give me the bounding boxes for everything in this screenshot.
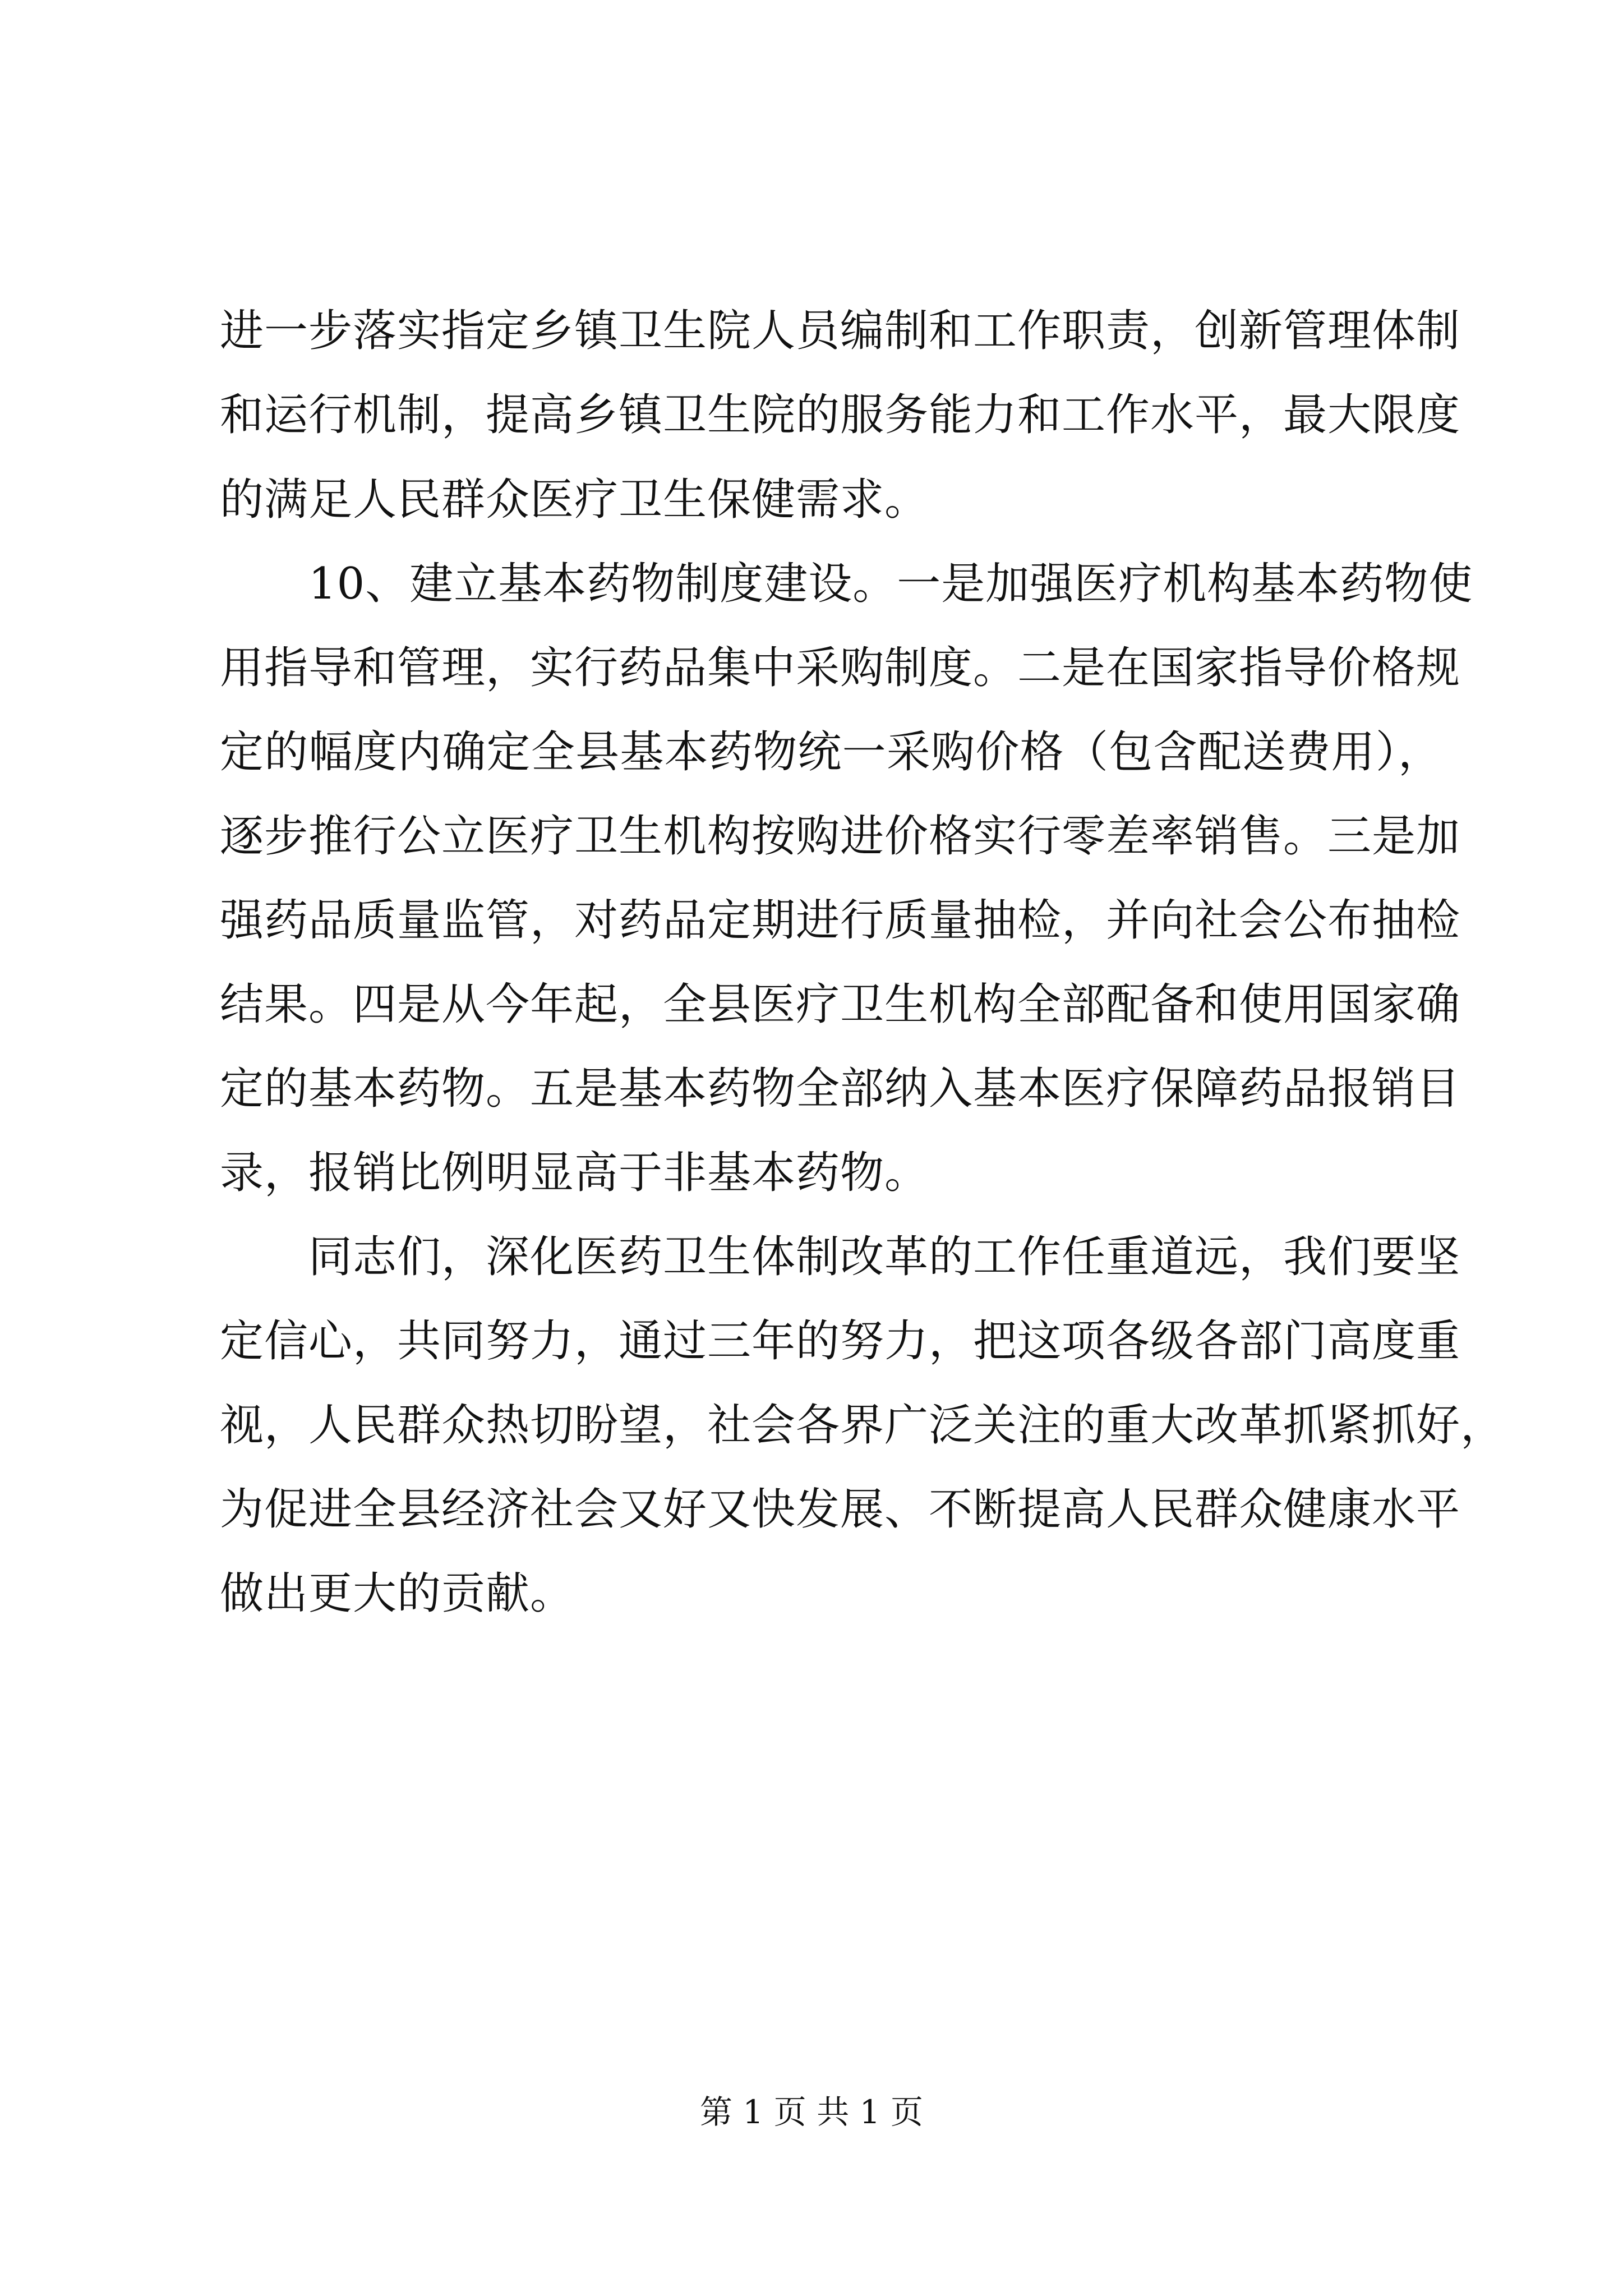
text-line-10: 定的基本药物。五是基本药物全部纳入基本医疗保障药品报销目 <box>220 1064 1461 1114</box>
text-line-11: 录，报销比例明显高于非基本药物。 <box>220 1148 929 1198</box>
text-line-6: 定的幅度内确定全县基本药物统一采购价格（包含配送费用）， <box>220 727 1442 777</box>
text-line-2: 和运行机制，提高乡镇卫生院的服务能力和工作水平，最大限度 <box>220 390 1461 440</box>
text-line-5: 用指导和管理，实行药品集中采购制度。二是在国家指导价格规 <box>220 643 1461 693</box>
text-line-4: 10、建立基本药物制度建设。一是加强医疗机构基本药物使 <box>220 559 1473 609</box>
text-line-7: 逐步推行公立医疗卫生机构按购进价格实行零差率销售。三是加 <box>220 811 1461 862</box>
text-line-1: 进一步落实指定乡镇卫生院人员编制和工作职责，创新管理体制 <box>220 306 1461 356</box>
text-line-12: 同志们，深化医药卫生体制改革的工作任重道远，我们要坚 <box>220 1232 1461 1282</box>
text-line-3: 的满足人民群众医疗卫生保健需求。 <box>220 475 929 525</box>
page-number-footer: 第 1 页 共 1 页 <box>700 2093 923 2131</box>
text-line-13: 定信心，共同努力，通过三年的努力，把这项各级各部门高度重 <box>220 1316 1461 1366</box>
text-line-15: 为促进全县经济社会又好又快发展、不断提高人民群众健康水平 <box>220 1484 1461 1535</box>
text-line-14: 视，人民群众热切盼望，社会各界广泛关注的重大改革抓紧抓好， <box>220 1400 1505 1451</box>
text-line-16: 做出更大的贡献。 <box>220 1568 575 1619</box>
text-line-9: 结果。四是从今年起，全县医疗卫生机构全部配备和使用国家确 <box>220 979 1461 1030</box>
text-line-8: 强药品质量监管，对药品定期进行质量抽检，并向社会公布抽检 <box>220 895 1461 946</box>
